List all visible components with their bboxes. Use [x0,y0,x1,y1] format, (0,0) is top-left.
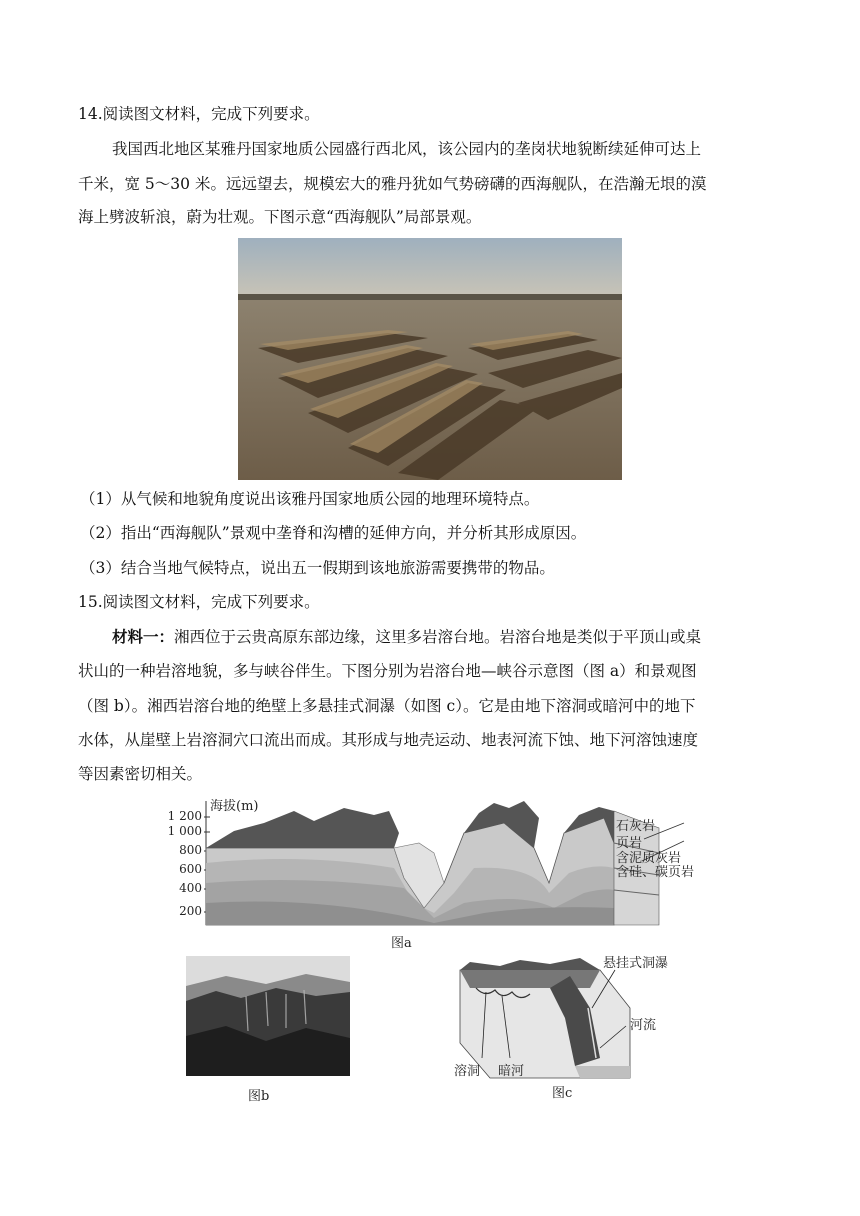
label-river: 河流 [630,1018,657,1033]
layer-limestone: 石灰岩 [616,819,656,834]
figure-b-caption: 图b [248,1089,270,1104]
figure-c-caption: 图c [552,1086,573,1101]
q15-para-line-4: 水体，从崖壁上岩溶洞穴口流出而成。其形成与地壳运动、地表河流下蚀、地下河溶蚀速度 [78,731,699,749]
q15-para-line-3: （图 b）。湘西岩溶台地的绝壁上多悬挂式洞瀑（如图 c）。它是由地下溶洞或暗河中的地下 [78,697,696,715]
layer-shale: 页岩 [616,836,643,851]
figure-a-tick-800: 800 [179,843,202,857]
q14-para-line-3: 海上劈波斩浪，蔚为壮观。下图示意“西海舰队”局部景观。 [78,208,482,226]
layer-muddy-limestone: 含泥质灰岩 [616,851,682,866]
material-label: 材料一： [112,627,175,646]
label-cave: 溶洞 [454,1064,481,1079]
q14-question-2: （2）指出“西海舰队”景观中垄脊和沟槽的延伸方向，并分析其形成原因。 [80,524,587,542]
figure-a-ylabel: 海拔(m) [210,799,259,814]
q15-para-line-1 [112,627,701,647]
figure-a-tick-200: 200 [179,904,202,918]
q14-para-line-1: 我国西北地区某雅丹国家地质公园盛行西北风，该公园内的垄岗状地貌断续延伸可达上 [112,140,702,158]
q15-para-line-1-text: 湘西位于云贵高原东部边缘，这里多岩溶台地。岩溶台地是类似于平顶山或桌 [174,628,702,646]
figure-a [160,793,720,953]
q14-question-3: （3）结合当地气候特点，说出五一假期到该地旅游需要携带的物品。 [80,559,555,577]
figure-a-tick-1200: 1 200 [167,809,202,823]
figure-a-tick-1000: 1 000 [167,824,202,838]
figure-b-photo [186,956,350,1076]
figure-a-tick-600: 600 [179,862,202,876]
figure-a-tick-400: 400 [179,881,202,895]
yardang-photo [238,238,622,480]
figure-c [440,948,700,1101]
q14-para-line-2: 千米，宽 5～30 米。远远望去，规模宏大的雅丹犹如气势磅礴的西海舰队，在浩瀚无垠的漠 [78,175,707,193]
label-hanging-waterfall: 悬挂式洞瀑 [603,956,669,971]
q15-para-line-2: 状山的一种岩溶地貌，多与峡谷伴生。下图分别为岩溶台地—峡谷示意图（图 a）和景观图 [78,662,697,680]
label-underground-river: 暗河 [498,1064,525,1079]
q14-question-1: （1）从气候和地貌角度说出该雅丹国家地质公园的地理环境特点。 [80,490,540,508]
q15-para-line-5: 等因素密切相关。 [78,765,203,783]
layer-silicon-carbon-shale: 含硅、碳页岩 [616,865,695,880]
q15-title: 15.阅读图文材料，完成下列要求。 [78,593,320,611]
figure-a-caption: 图a [391,936,412,951]
q14-title: 14.阅读图文材料，完成下列要求。 [78,105,320,123]
